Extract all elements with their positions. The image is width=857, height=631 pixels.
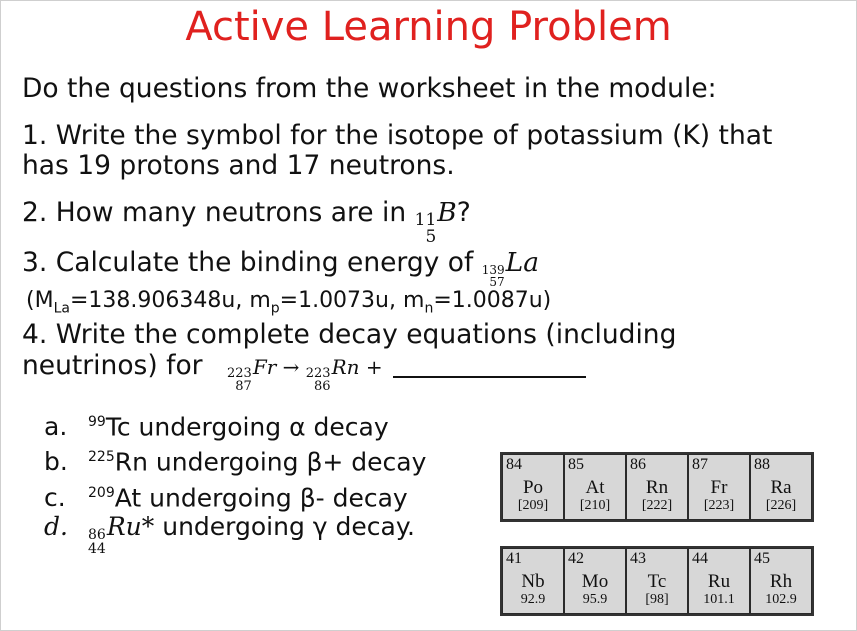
- atomic-mass: 92.9: [520, 592, 546, 607]
- element-cell: [564, 548, 626, 614]
- element-cell: [688, 454, 750, 520]
- reaction-arrow: →: [282, 355, 300, 379]
- boron-isotope: [414, 197, 457, 248]
- list-marker: a.: [44, 412, 68, 442]
- atomic-number: 41: [506, 550, 522, 567]
- boron-mass-number: 11: [414, 210, 437, 231]
- lanthanum-isotope: [481, 247, 540, 289]
- element-symbol: Rn: [645, 477, 669, 498]
- m-la-subscript: La: [53, 300, 70, 317]
- m-p-label: m: [249, 288, 271, 313]
- question-1-line-2: has 19 protons and 17 neutrons.: [22, 150, 455, 181]
- list-item-text: Tc undergoing α decay: [105, 412, 389, 442]
- francium-mass-number: 223: [227, 366, 252, 382]
- mass-number-prefix: 99: [88, 414, 106, 430]
- question-3-text: 3. Calculate the binding energy of: [22, 247, 474, 278]
- element-symbol: Nb: [521, 571, 545, 592]
- m-p-subscript: p: [270, 300, 280, 317]
- list-marker: d.: [44, 512, 68, 541]
- list-item-text: Rn undergoing β+ decay: [114, 447, 427, 477]
- atomic-number: 87: [692, 456, 708, 473]
- atomic-mass: [226]: [765, 498, 797, 513]
- ruthenium-atomic-number: 44: [88, 540, 106, 557]
- m-la-value: =138.906348u,: [69, 288, 243, 313]
- element-symbol: At: [585, 477, 605, 498]
- list-marker: b.: [44, 447, 68, 477]
- lanthanum-symbol: La: [505, 247, 540, 278]
- atomic-number: 42: [568, 550, 584, 567]
- atomic-number: 86: [630, 456, 646, 473]
- element-symbol: Mo: [581, 571, 609, 592]
- boron-symbol: B: [437, 197, 457, 228]
- decay-equation: [227, 355, 389, 395]
- atomic-number: 45: [754, 550, 770, 567]
- list-item-d: [44, 512, 415, 556]
- atomic-mass: [98]: [645, 592, 669, 607]
- list-item-a: [44, 407, 389, 442]
- element-symbol: Po: [522, 477, 544, 498]
- element-cell: [750, 548, 812, 614]
- m-n-value: =1.0087u): [433, 288, 552, 313]
- atomic-mass: [223]: [703, 498, 735, 513]
- list-item-text: At undergoing β- decay: [114, 483, 408, 513]
- element-cell: [626, 548, 688, 614]
- element-cell: [688, 548, 750, 614]
- atomic-number: 43: [630, 550, 646, 567]
- list-item-text: undergoing γ decay.: [162, 512, 416, 541]
- atomic-number: 44: [692, 550, 708, 567]
- boron-atomic-number: 5: [425, 227, 437, 248]
- question-2: [22, 198, 471, 246]
- ruthenium-mass-number: 86: [88, 526, 106, 543]
- element-symbol: Ru: [707, 571, 731, 592]
- question-2-end: ?: [456, 197, 471, 228]
- atomic-mass: [209]: [517, 498, 549, 513]
- atomic-number: 88: [754, 456, 770, 473]
- ruthenium-symbol: Ru*: [106, 512, 155, 541]
- masses-open-paren: (: [26, 288, 35, 313]
- periodic-table-row-6: [500, 452, 814, 522]
- atomic-mass: [210]: [579, 498, 611, 513]
- periodic-table-row-5: [500, 546, 814, 616]
- intro-text: Do the questions from the worksheet in the module:: [22, 73, 717, 104]
- atomic-number: 85: [568, 456, 584, 473]
- lanthanum-mass-number: 139: [481, 263, 505, 277]
- question-3: [22, 248, 539, 288]
- radon-atomic-number: 86: [314, 379, 331, 395]
- atomic-mass: 95.9: [582, 592, 608, 607]
- m-p-value: =1.0073u,: [279, 288, 396, 313]
- question-4-line-1: 4. Write the complete decay equations (including: [22, 319, 677, 350]
- atomic-number: 84: [506, 456, 522, 473]
- m-n-subscript: n: [424, 300, 434, 317]
- element-symbol: Tc: [647, 571, 667, 592]
- element-cell: [626, 454, 688, 520]
- mass-number-prefix: 225: [88, 449, 115, 465]
- lanthanum-atomic-number: 57: [489, 275, 505, 289]
- question-2-text: 2. How many neutrons are in: [22, 197, 407, 228]
- atomic-mass: 101.1: [703, 592, 735, 607]
- francium-atomic-number: 87: [235, 379, 252, 395]
- question-4-line-2: [22, 351, 586, 393]
- slide-title: Active Learning Problem: [185, 4, 672, 50]
- element-cell: [502, 454, 564, 520]
- element-symbol: Rh: [769, 571, 793, 592]
- element-symbol: Fr: [710, 477, 728, 498]
- m-n-label: m: [403, 288, 425, 313]
- question-3-masses: [26, 288, 551, 321]
- radon-mass-number: 223: [305, 366, 331, 382]
- question-4-text: neutrinos) for: [22, 350, 203, 381]
- element-cell: [502, 548, 564, 614]
- atomic-mass: [222]: [641, 498, 673, 513]
- question-1-line-1: 1. Write the symbol for the isotope of potassium (K) that: [22, 120, 773, 151]
- list-item-c: [44, 478, 408, 513]
- list-marker: c.: [44, 483, 66, 513]
- mass-number-prefix: 209: [88, 485, 115, 501]
- atomic-mass: 102.9: [765, 592, 797, 607]
- m-la-label: M: [34, 288, 54, 313]
- ruthenium-isotope: [88, 512, 155, 557]
- francium-symbol: Fr: [252, 355, 277, 379]
- list-item-b: [44, 442, 426, 477]
- plus-sign: +: [365, 355, 383, 379]
- element-cell: [564, 454, 626, 520]
- answer-blank-line: [393, 376, 586, 378]
- element-symbol: Ra: [770, 477, 792, 498]
- element-cell: [750, 454, 812, 520]
- radon-symbol: Rn: [331, 355, 360, 379]
